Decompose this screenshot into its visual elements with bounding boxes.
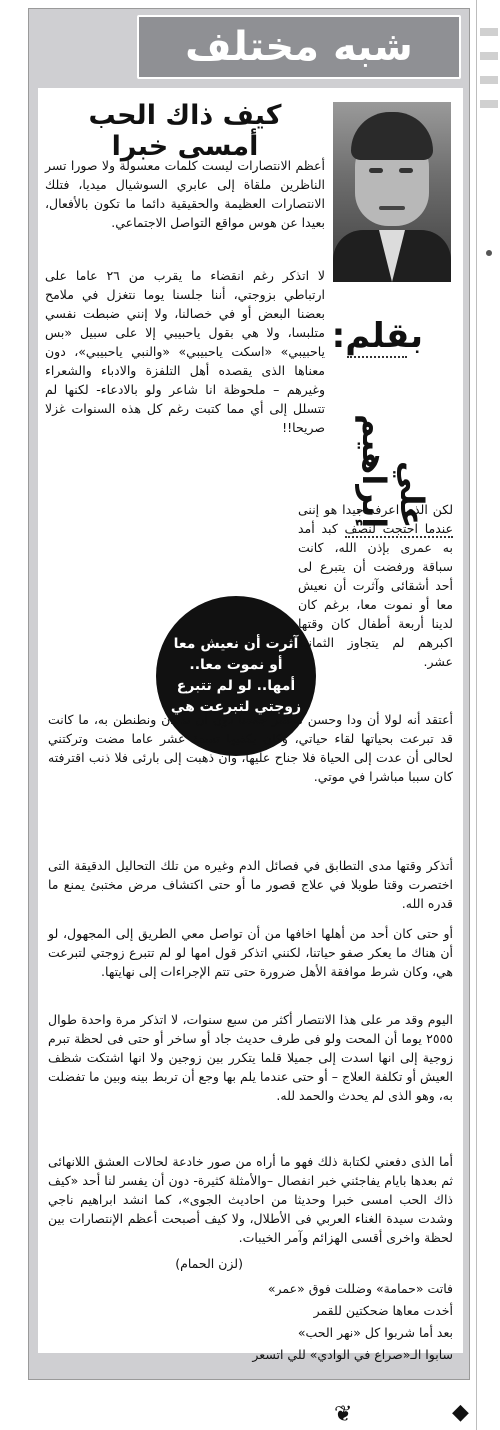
edge-rule bbox=[480, 28, 498, 36]
edge-rule bbox=[480, 76, 498, 84]
section-title: شبه مختلف bbox=[185, 24, 413, 70]
article-body bbox=[38, 88, 463, 1362]
byline-label: بقلم: bbox=[331, 316, 423, 356]
paragraph-4: أعتقد أنه لولا أن ودا وحسن معشر جمعنا دون أن ندندن ونطنطن به، ما كانت قد تبرعت بحياتها لقاء حياتي، وكان يكفيها تسعة عشر عاما مضت وتركتني لحالى أن عدت إلى الحياة فلا جناح عليها، وان ذهبت إلى بارئى فلا ذنب اقترفته كان سببا مباشرا في موتي. bbox=[48, 712, 453, 784]
paragraph-3: لكن الذى اعرفه جيدا هو إننى عندما احتجت لنصف كبد أمد به عمرى بإذن الله، كانت سباقة ورفضت أن يتبرع لى أحد أشقائى وآثرت أن نعيش معا أو نموت معا، برغم كان لدينا أربعة أطفال كان وقتها اكبرهم لم يتجاوز الثمانية عشر. bbox=[298, 502, 453, 669]
edge-rule bbox=[480, 52, 498, 60]
section-header bbox=[137, 15, 461, 79]
edge-rule bbox=[480, 100, 498, 108]
edge-dot bbox=[486, 250, 492, 256]
article-headline: كيف ذاك الحب أمسى خبرا bbox=[88, 100, 282, 162]
paragraph-6: أو حتى كان أحد من أهلها اخافها من أن تواصل معي الطريق إلى المجهول، لو أن هناك ما يعكر صفو حياتنا، لكنني اتذكر قول امها لو لم تتبرع زوجتي لتبرعت هي، وكان شرط موافقة الأهل ضرورة حتى تتم الإجراءات إلى نهايتها. bbox=[48, 926, 453, 979]
author-photo bbox=[333, 102, 451, 282]
poem-line: بعد أما شربوا كل «نهر الحب» bbox=[297, 1325, 453, 1340]
byline-name: علي إبراهيم bbox=[355, 413, 431, 528]
adjacent-page-edge bbox=[476, 0, 500, 1430]
poem-line: سابوا الـ«صراع في الوادي» للي اتسعر bbox=[252, 1347, 453, 1362]
paragraph-8: أما الذى دفعني لكتابة ذلك فهو ما أراه من صور خادعة لحالات العشق اللانهائى ثم بعدها بايام يفاجئني خبر انفصال –والأمثلة كثيرة- دون أن يفسر لنا أحد «كيف ذاك الحب امسى خبرا وحديثا من احاديث الجوى»، كما انشد ابراهيم ناجي وشدت سيدة الغناء العربي فى الأطلال، ولا كيف أصبحت أعظم الإنتصارات بين لحظة واخرى أقسى الهزائم وآمر الخيبات. bbox=[48, 1154, 453, 1245]
diamond-icon: ◆ bbox=[452, 1400, 469, 1425]
paragraph-7: اليوم وقد مر على هذا الانتصار أكثر من سبع سنوات، لا اتذكر مرة واحدة طوال ٢٥٥٥ يوما أن المحت ولو فى طرف حديث جاد أو ساخر أو حتى فى لحظة تبرم زوجية إلى انها اسدت إلى جميلا قلما يتكرر بين زوجين ولا انها اشتكت شظف العيش أو تكلفة العلاج – أو حتى عندما يلم بها وجع أن تربط بينه وبين ما تفضلت به، وهو الذى لم يحدث والحمد لله. bbox=[48, 1012, 453, 1103]
poem-line: فاتت «حمامة» وضللت فوق «عمر» bbox=[267, 1281, 453, 1296]
paragraph-5: أتذكر وقتها مدى التطابق في فصائل الدم وغيره من تلك التحاليل الدقيقة التى اختصرت وقتا طويلا في علاج قصور ما أو حتى اكتشاف مرض مختبئ يمنع ما قدره الله. bbox=[48, 858, 453, 911]
poem-line: أخدت معاها ضحكتين للقمر bbox=[313, 1303, 453, 1318]
pull-quote: آثرت أن نعيش معا أو نموت معا.. أمها.. لو لم تتبرع زوجتي لتبرعت هي bbox=[156, 596, 316, 756]
paragraph-2: لا اتذكر رغم انقضاء ما يقرب من ٢٦ عاما على ارتباطي بزوجتي، أننا جلسنا يوما نتغزل في ملامح بعضنا البعض أو في خصالنا، ولا إنني ضبطت نفسي متلبسا، ولا هي بقول ياحبيبي إلا على سبيل «بس ياحبيبي» «اسكت ياحبيبي» «والنبي ياحبيبي»، دون معناها الذى يقصده أهل التلفزة والادباء والشعراء وغيرهم – ملحوظة انا شاعر ولو بالادعاء- لكنها لم تتسلل إلى أي مما كتبت رغم كل هذه السنوات غزلا صريحا!! bbox=[45, 268, 325, 435]
fleuron-icon: ❦ bbox=[334, 1402, 353, 1427]
paragraph-1: أعظم الانتصارات ليست كلمات معسولة ولا صورا تسر الناظرين ملقاة إلى عابري السوشيال ميديا، فتلك الانتصارات العظيمة والحقيقية دائما ما تكون بالأفعال، بعيدا عن هوس مواقع التواصل الاجتماعي. bbox=[45, 158, 325, 230]
signoff: (لزن الحمام) bbox=[175, 1256, 243, 1271]
